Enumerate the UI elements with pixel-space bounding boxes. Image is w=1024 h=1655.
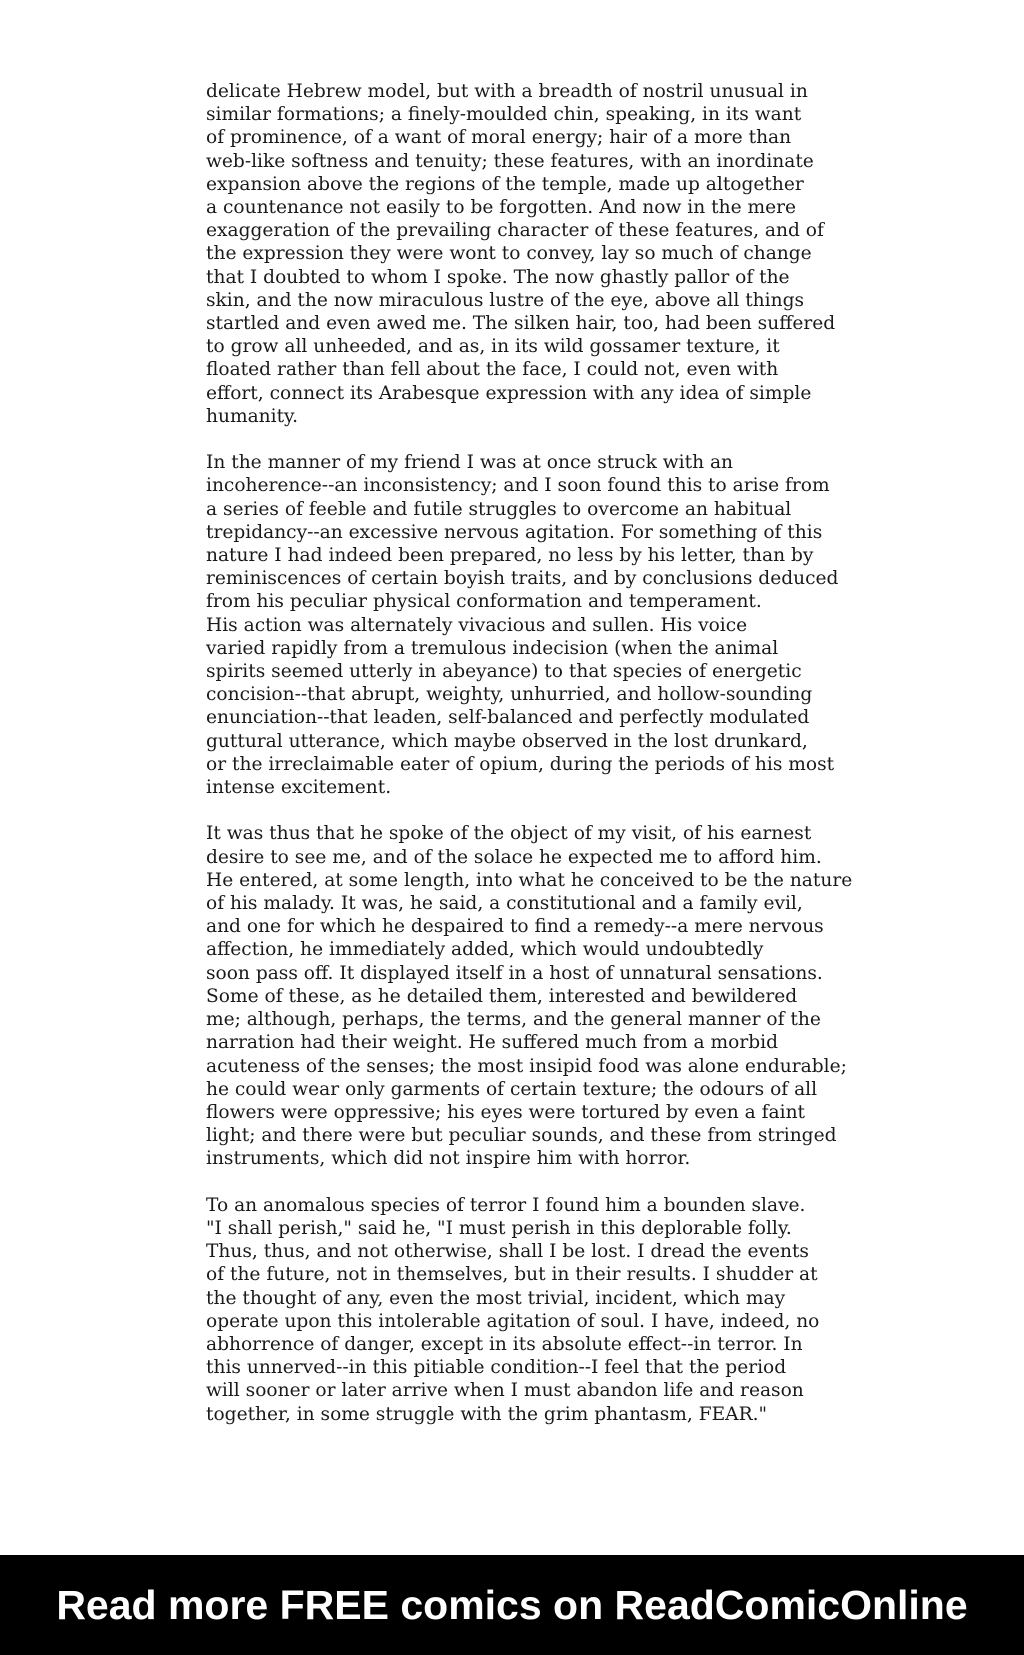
text-line: will sooner or later arrive when I must abandon life and reason [206, 1380, 804, 1402]
text-line: or the irreclaimable eater of opium, during the periods of his most [206, 753, 835, 775]
text-line: operate upon this intolerable agitation of soul. I have, indeed, no [206, 1310, 820, 1332]
text-line: of his malady. It was, he said, a constitutional and a family evil, [206, 893, 803, 915]
text-line: "I shall perish," said he, "I must perish in this deplorable folly. [206, 1217, 792, 1239]
paragraph-2 [206, 451, 839, 799]
text-line: to grow all unheeded, and as, in its wild gossamer texture, it [206, 336, 780, 358]
text-line: In the manner of my friend I was at once struck with an [206, 452, 734, 474]
text-line: expansion above the regions of the temple, made up altogether [206, 173, 804, 195]
text-line: of prominence, of a want of moral energy; hair of a more than [206, 127, 792, 149]
text-line: soon pass off. It displayed itself in a host of unnatural sensations. [206, 962, 823, 984]
text-line: desire to see me, and of the solace he expected me to afford him. [206, 846, 822, 868]
text-line: incoherence--an inconsistency; and I soon found this to arise from [206, 475, 830, 497]
text-line: His action was alternately vivacious and sullen. His voice [206, 614, 748, 636]
text-line: together, in some struggle with the grim phantasm, FEAR." [206, 1403, 768, 1425]
paragraph-4 [206, 1194, 826, 1426]
text-line: concision--that abrupt, weighty, unhurried, and hollow-sounding [206, 684, 813, 706]
text-line: web-like softness and tenuity; these features, with an inordinate [206, 150, 814, 172]
text-line: spirits seemed utterly in abeyance) to that species of energetic [206, 661, 802, 683]
paragraph-3 [206, 822, 853, 1170]
text-line: nature I had indeed been prepared, no less by his letter, than by [206, 545, 814, 567]
text-line: exaggeration of the prevailing character of these features, and of [206, 220, 824, 242]
text-line: light; and there were but peculiar sounds, and these from stringed [206, 1125, 837, 1147]
text-line: Thus, thus, and not otherwise, shall I be lost. I dread the events [206, 1241, 809, 1263]
text-line: instruments, which did not inspire him with horror. [206, 1148, 691, 1170]
text-line: effort, connect its Arabesque expression with any idea of simple [206, 382, 812, 404]
text-line: flowers were oppressive; his eyes were tortured by even a faint [206, 1101, 806, 1123]
text-line: enunciation--that leaden, self-balanced and perfectly modulated [206, 707, 810, 729]
text-line: varied rapidly from a tremulous indecision (when the animal [206, 637, 779, 659]
text-line: startled and even awed me. The silken hair, too, had been suffered [206, 313, 836, 335]
text-line: He entered, at some length, into what he conceived to be the nature [206, 869, 853, 891]
text-line: acuteness of the senses; the most insipid food was alone endurable; [206, 1055, 847, 1077]
text-line: humanity. [206, 405, 299, 427]
footer-banner-text[interactable]: Read more FREE comics on ReadComicOnline [56, 1581, 968, 1628]
text-line: the thought of any, even the most trivial, incident, which may [206, 1287, 786, 1309]
text-column [206, 80, 853, 1449]
text-line: a series of feeble and futile struggles to overcome an habitual [206, 498, 792, 520]
text-line: To an anomalous species of terror I found him a bounden slave. [206, 1194, 806, 1216]
text-line: intense excitement. [206, 777, 392, 799]
text-line: this unnerved--in this pitiable condition--I feel that the period [206, 1357, 787, 1379]
text-line: that I doubted to whom I spoke. The now ghastly pallor of the [206, 266, 790, 288]
text-line: similar formations; a finely-moulded chin, speaking, in its want [206, 104, 802, 126]
text-line: delicate Hebrew model, but with a breadth of nostril unusual in [206, 81, 808, 102]
text-line: floated rather than fell about the face, I could not, even with [206, 359, 779, 381]
text-line: trepidancy--an excessive nervous agitation. For something of this [206, 521, 823, 543]
text-line: abhorrence of danger, except in its absolute effect--in terror. In [206, 1333, 803, 1355]
text-line: me; although, perhaps, the terms, and the general manner of the [206, 1009, 821, 1031]
text-line: It was thus that he spoke of the object of my visit, of his earnest [206, 823, 812, 845]
text-line: affection, he immediately added, which would undoubtedly [206, 939, 764, 961]
footer-banner[interactable] [0, 1555, 1024, 1655]
text-line: of the future, not in themselves, but in their results. I shudder at [206, 1264, 818, 1286]
text-line: reminiscences of certain boyish traits, and by conclusions deduced [206, 568, 839, 590]
text-line: a countenance not easily to be forgotten. And now in the mere [206, 197, 797, 219]
text-line: the expression they were wont to convey, lay so much of change [206, 243, 812, 265]
text-line: skin, and the now miraculous lustre of the eye, above all things [206, 289, 805, 311]
text-line: from his peculiar physical conformation and temperament. [206, 591, 762, 613]
text-line: and one for which he despaired to find a remedy--a mere nervous [206, 916, 824, 938]
text-line: Some of these, as he detailed them, interested and bewildered [206, 985, 798, 1007]
text-line: he could wear only garments of certain texture; the odours of all [206, 1078, 818, 1100]
text-line: guttural utterance, which maybe observed in the lost drunkard, [206, 730, 808, 752]
paragraph-1 [206, 80, 836, 428]
text-line: narration had their weight. He suffered much from a morbid [206, 1032, 778, 1054]
